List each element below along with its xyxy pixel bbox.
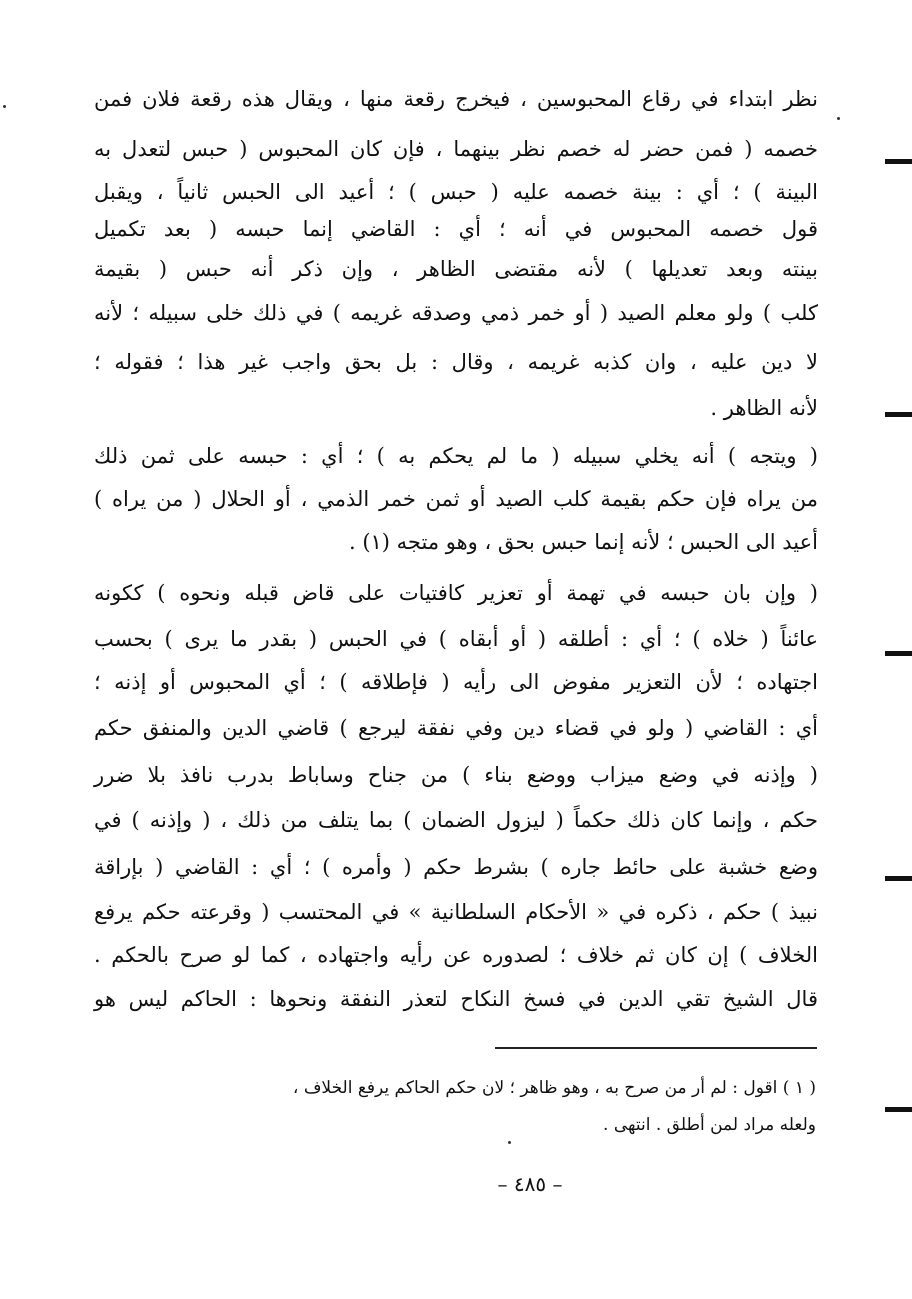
text-line: اجتهاده ؛ لأن التعزير مفوض الى رأيه ( فإطلاقه ) ؛ أي المحبوس أو إذنه ؛ <box>94 670 818 694</box>
scan-speck <box>508 1141 511 1144</box>
text-line: أي : القاضي ( ولو في قضاء دين وفي نفقة ليرجع ) قاضي الدين والمنفق حكم <box>94 716 818 740</box>
page-number: – ٤٨٥ – <box>497 1172 563 1196</box>
scan-speck <box>837 117 840 120</box>
footnote-divider <box>495 1047 817 1049</box>
text-line: ( وإذنه في وضع ميزاب ووضع بناء ) من جناح وساباط بدرب نافذ بلا ضرر <box>94 763 818 787</box>
text-line: حكم ، وإنما كان ذلك حكماً ( ليزول الضمان ) بما يتلف من ذلك ، ( وإذنه ) في <box>94 808 818 832</box>
margin-mark <box>885 1107 912 1112</box>
text-line: البينة ) ؛ أي : بينة خصمه عليه ( حبس ) ؛ أعيد الى الحبس ثانياً ، ويقبل <box>94 180 818 204</box>
footnote-line: ( ١ ) اقول : لم أر من صرح به ، وهو ظاهر ؛ لان حكم الحاكم يرفع الخلاف ، <box>292 1078 816 1098</box>
margin-mark <box>885 651 912 656</box>
footnote-line: ولعله مراد لمن أطلق . انتهى . <box>603 1115 816 1135</box>
text-line: ( وإن بان حبسه في تهمة أو تعزير كافتيات على قاض قبله ونحوه ) ككونه <box>94 581 818 605</box>
text-line: لا دين عليه ، وان كذبه غريمه ، وقال : بل بحق واجب غير هذا ؛ فقوله ؛ <box>94 350 818 374</box>
text-line: ( ويتجه ) أنه يخلي سبيله ( ما لم يحكم به ) ؛ أي : حبسه على ثمن ذلك <box>94 444 818 468</box>
text-line: بينته وبعد تعديلها ) لأنه مقتضى الظاهر ، وإن ذكر أنه حبس ( بقيمة <box>94 257 818 281</box>
text-line: أعيد الى الحبس ؛ لأنه إنما حبس بحق ، وهو متجه (١) . <box>348 530 818 554</box>
text-line: وضع خشبة على حائط جاره ) بشرط حكم ( وأمره ) ؛ أي : القاضي ( بإراقة <box>94 855 818 879</box>
margin-mark <box>885 159 912 164</box>
text-line: لأنه الظاهر . <box>710 396 818 420</box>
text-line: عائناً ( خلاه ) ؛ أي : أطلقه ( أو أبقاه ) في الحبس ( بقدر ما يرى ) بحسب <box>94 627 818 651</box>
text-line: قال الشيخ تقي الدين في فسخ النكاح لتعذر النفقة ونحوها : الحاكم ليس هو <box>94 987 818 1011</box>
text-line: الخلاف ) إن كان ثم خلاف ؛ لصدوره عن رأيه واجتهاده ، كما لو صرح بالحكم . <box>94 943 818 967</box>
text-line: نبيذ ) حكم ، ذكره في « الأحكام السلطانية » في المحتسب ( وقرعته حكم يرفع <box>94 900 818 924</box>
scan-speck <box>3 105 6 108</box>
margin-mark <box>885 412 912 417</box>
text-line: كلب ) ولو معلم الصيد ( أو خمر ذمي وصدقه غريمه ) في ذلك خلى سبيله ؛ لأنه <box>94 301 818 325</box>
text-line: نظر ابتداء في رقاع المحبوسين ، فيخرج رقعة منها ، ويقال هذه رقعة فلان فمن <box>94 87 818 111</box>
text-line: من يراه فإن حكم بقيمة كلب الصيد أو ثمن خمر الذمي ، أو الحلال ( من يراه ) <box>94 487 818 511</box>
text-line: خصمه ( فمن حضر له خصم نظر بينهما ، فإن كان المحبوس ( حبس لتعدل به <box>94 137 818 161</box>
text-line: قول خصمه المحبوس في أنه ؛ أي : القاضي إنما حبسه ( بعد تكميل <box>94 217 818 241</box>
margin-mark <box>885 876 912 881</box>
